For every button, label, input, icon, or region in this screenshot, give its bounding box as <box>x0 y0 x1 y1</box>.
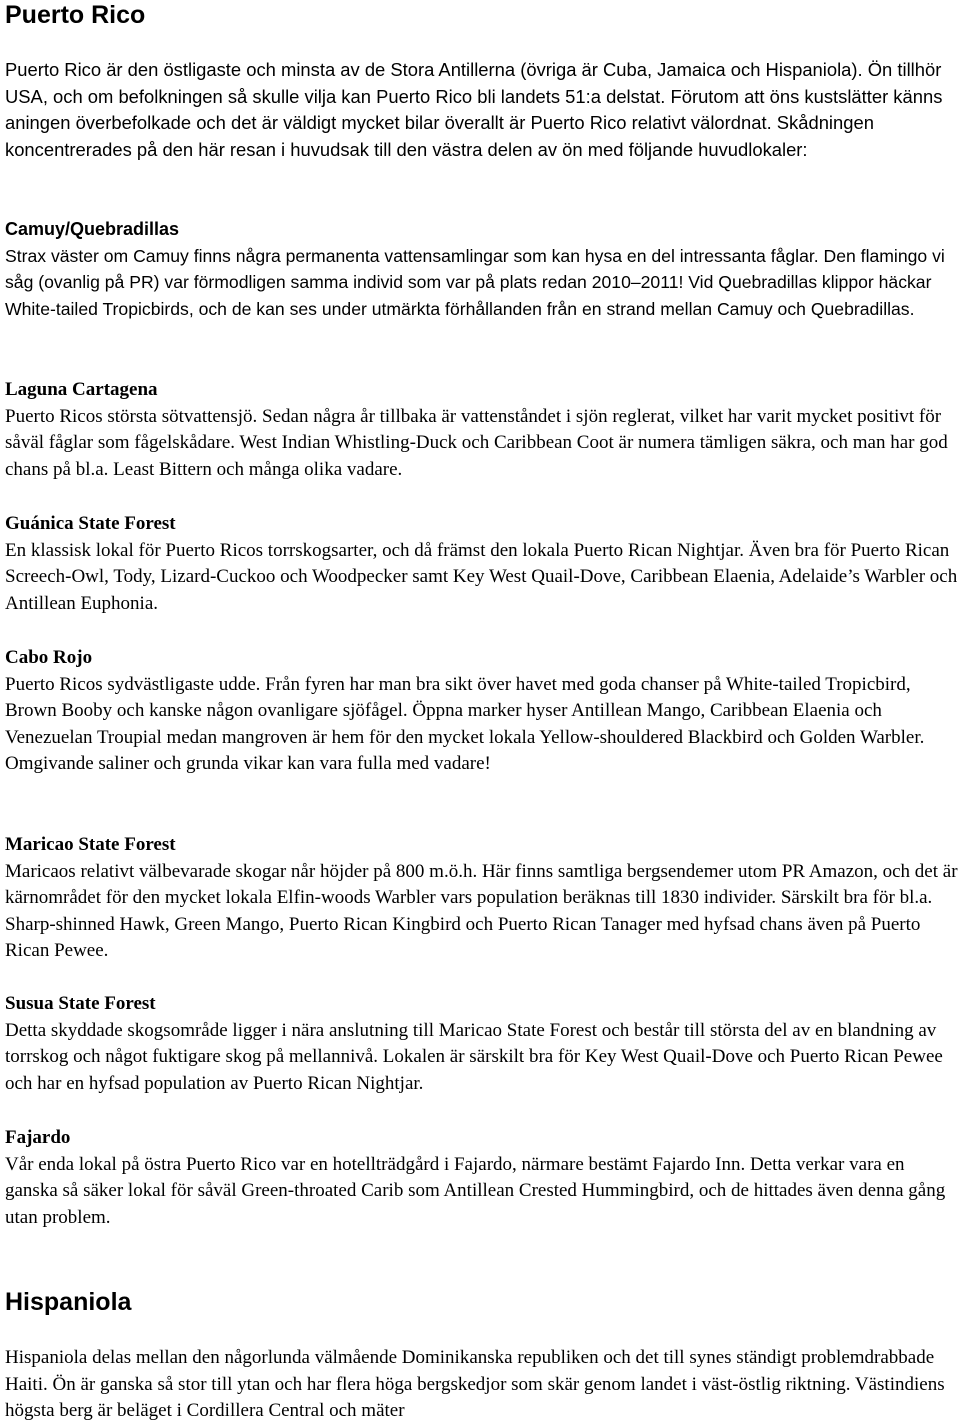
section-text: Puerto Ricos största sötvattensjö. Sedan några år tillbaka är vattenståndet i sjön reglerat, vilket har varit mycket positivt för såväl fåglar som fågelskådare. West Indian Whistling-Duck och Caribbean Coot är numera tämligen säkra, och man har god chans på bl.a. Least Bittern och många olika vadare. <box>5 405 948 480</box>
section-heading: Guánica State Forest <box>5 513 176 534</box>
hispaniola-paragraph: Hispaniola delas mellan den någorlunda välmående Dominikanska republiken och det till synes ständigt problemdrabbade Haiti. Ön är ganska så stor till ytan och har flera höga bergskedjor som skär genom landet i väst-östlig riktning. Västindiens högsta berg är beläget i Cordillera Central och mäter <box>5 1347 945 1421</box>
section-heading: Laguna Cartagena <box>5 379 158 400</box>
section-text: Detta skyddade skogsområde ligger i nära anslutning till Maricao State Forest och består till största del av en blandning av torrskog och något fuktigare skog på mellannivå. Lokalen är särskilt bra för Key West Quail-Dove och Puerto Rican Pewee och har en hyfsad population av Puerto Rican Nightjar. <box>5 1019 943 1094</box>
section-text: Maricaos relativt välbevarade skogar når höjder på 800 m.ö.h. Här finns samtliga bergsendemer utom PR Amazon, och det är kärnområdet för den mycket lokala Elfin-woods Warbler vars population beräknas till 1830 individer. Särskilt bra för bl.a. Sharp-shinned Hawk, Green Mango, Puerto Rican Kingbird och Puerto Rican Tanager med hyfsad chans även på Puerto Rican Pewee. <box>5 860 958 961</box>
intro-paragraph: Puerto Rico är den östligaste och minsta av de Stora Antillerna (övriga är Cuba, Jamaica och Hispaniola). Ön tillhör USA, och om befolkningen så skulle vilja kan Puerto Rico bli landets 51:a delstat. Förutom att öns kustslätter känns aningen överbefolkade och det är väldigt mycket bilar överallt är Puerto Rico relativt välordnat. Skådningen koncentrerades på den här resan i huvudsak till den västra delen av ön med följande huvudlokaler: <box>5 59 943 160</box>
section-cabo-rojo <box>5 645 960 778</box>
section-heading: Camuy/Quebradillas <box>5 219 180 239</box>
section-heading: Cabo Rojo <box>5 647 93 668</box>
section-maricao-state-forest <box>5 832 960 965</box>
hispaniola-title: Hispaniola <box>5 1288 132 1316</box>
section-heading: Maricao State Forest <box>5 834 176 855</box>
section-susua-state-forest <box>5 991 960 1097</box>
page-title: Puerto Rico <box>5 1 146 29</box>
section-guanica-state-forest <box>5 511 960 617</box>
section-camuy-quebradillas <box>5 216 960 322</box>
section-fajardo <box>5 1125 960 1231</box>
section-text: Puerto Ricos sydvästligaste udde. Från fyren har man bra sikt över havet med goda chanser på White-tailed Tropicbird, Brown Booby och kanske någon ovanligare sjöfågel. Öppna marker hyser Antillean Mango, Caribbean Elaenia och Venezuelan Troupial medan mangroven är hem för den mycket lokala Yellow-shouldered Blackbird och Golden Warbler. Omgivande saliner och grunda vikar kan vara fulla med vadare! <box>5 673 925 774</box>
section-text: Strax väster om Camuy finns några permanenta vattensamlingar som kan hysa en del intressanta fåglar. Den flamingo vi såg (ovanlig på PR) var förmodligen samma individ som var på plats redan 2010–2011! Vid Quebradillas klippor häckar White-tailed Tropicbirds, och de kan ses under utmärkta förhållanden från en strand mellan Camuy och Quebradillas. <box>5 245 945 319</box>
section-heading: Susua State Forest <box>5 993 156 1014</box>
section-text: En klassisk lokal för Puerto Ricos torrskogsarter, och då främst den lokala Puerto Rican Nightjar. Även bra för Puerto Rican Screech-Owl, Tody, Lizard-Cuckoo och Woodpecker samt Key West Quail-Dove, Caribbean Elaenia, Adelaide’s Warbler och Antillean Euphonia. <box>5 539 958 614</box>
section-laguna-cartagena <box>5 377 960 483</box>
section-text: Vår enda lokal på östra Puerto Rico var en hotellträdgård i Fajardo, närmare bestämt Fajardo Inn. Detta verkar vara en ganska så säker lokal för såväl Green-throated Carib som Antillean Crested Hummingbird, och de hittades även denna gång utan problem. <box>5 1153 946 1228</box>
section-heading: Fajardo <box>5 1127 71 1148</box>
